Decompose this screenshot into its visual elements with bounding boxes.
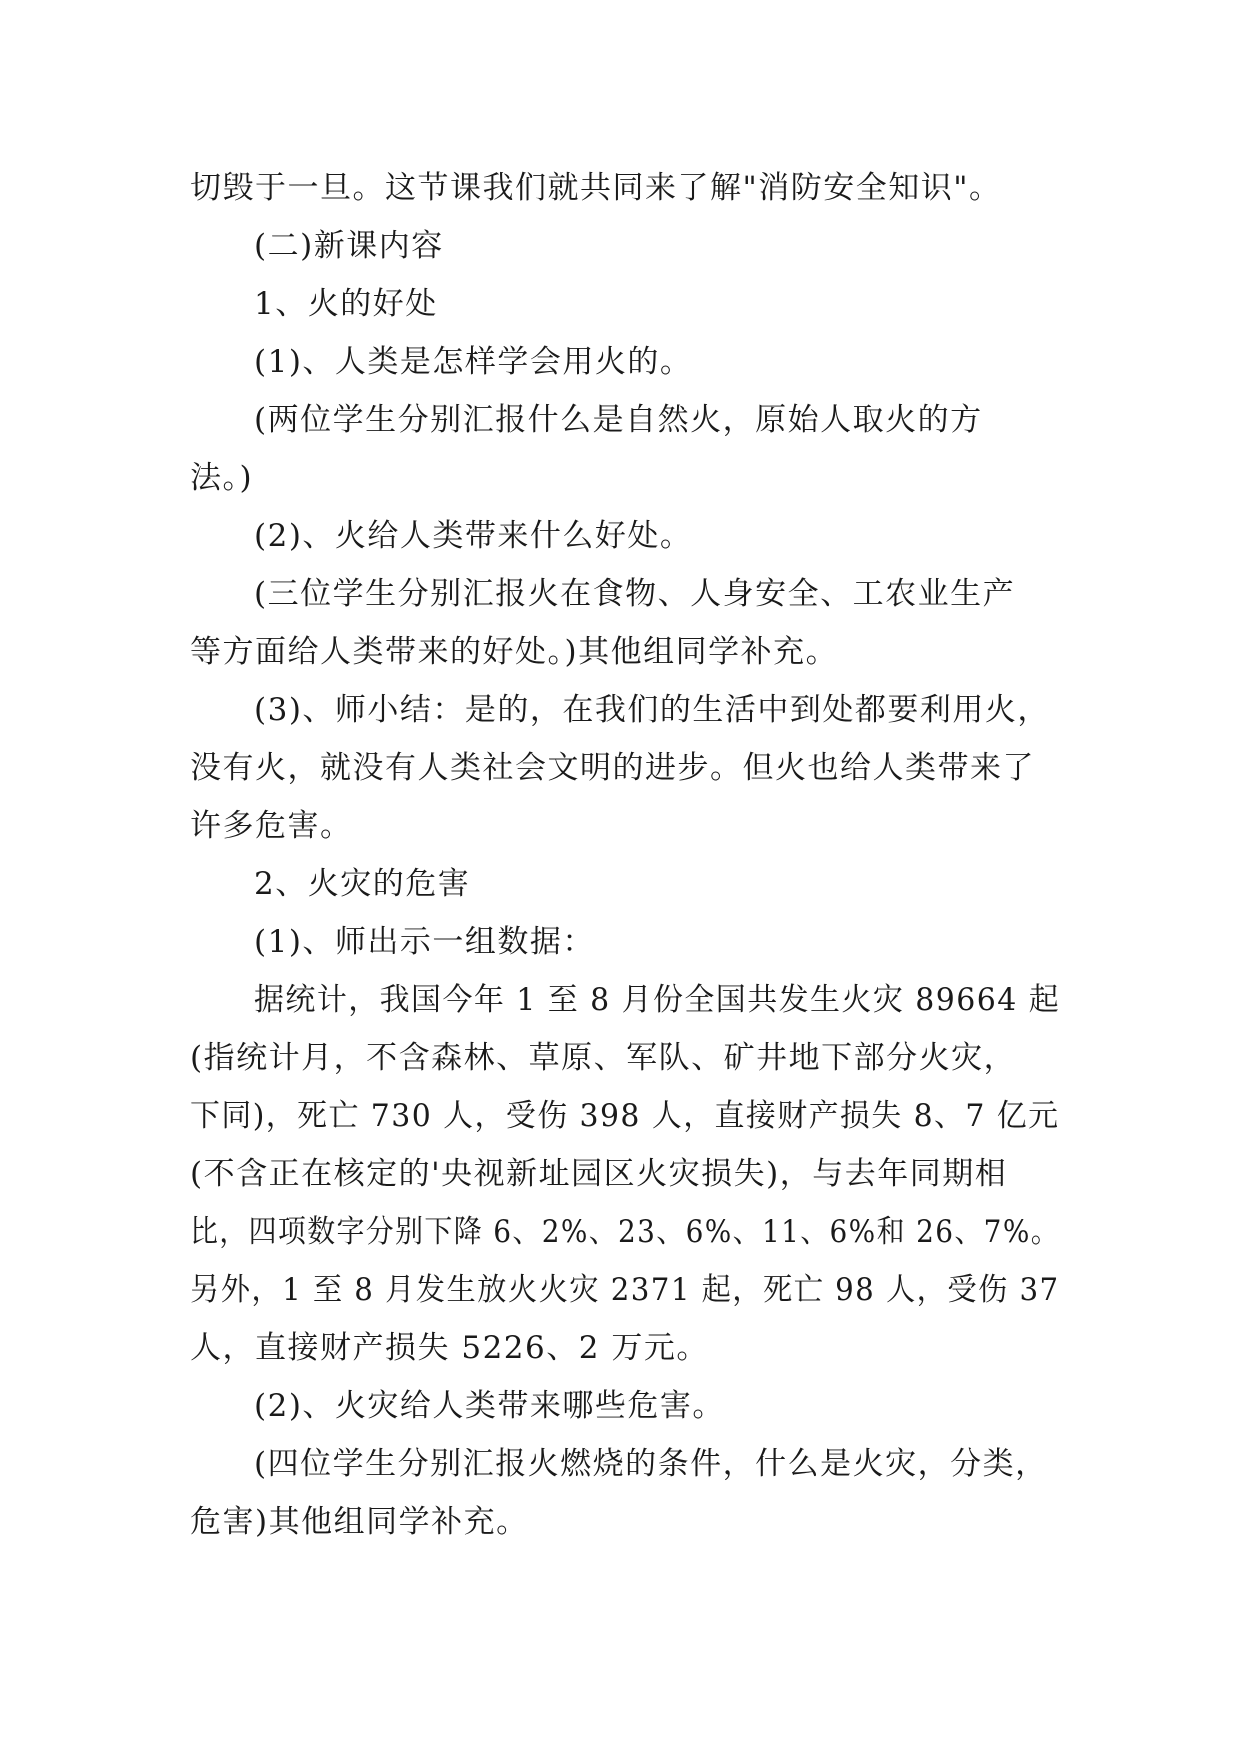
text-line: (指统计月，不含森林、草原、军队、矿井地下部分火灾， (190, 1040, 1017, 1076)
subsection-heading: 1、火的好处 (254, 286, 438, 322)
text-line: 没有火，就没有人类社会文明的进步。但火也给人类带来了 (190, 750, 1035, 786)
text-line: (1)、师出示一组数据： (254, 924, 595, 960)
text-line: (四位学生分别汇报火燃烧的条件，什么是火灾，分类， (254, 1446, 1048, 1482)
text-line: 等方面给人类带来的好处。)其他组同学补充。 (190, 634, 839, 670)
text-line: (2)、火灾给人类带来哪些危害。 (254, 1388, 725, 1424)
text-line: 比，四项数字分别下降 6、2%、23、6%、11、6%和 26、7%。 (190, 1214, 1061, 1250)
text-line: 另外，1 至 8 月发生放火火灾 2371 起，死亡 98 人，受伤 37 (190, 1272, 1060, 1308)
text-line: (3)、师小结：是的，在我们的生活中到处都要利用火， (254, 692, 1050, 728)
text-line: (不含正在核定的'央视新址园区火灾损失)，与去年同期相 (190, 1156, 1008, 1192)
text-line: (1)、人类是怎样学会用火的。 (254, 344, 693, 380)
text-line: 许多危害。 (190, 808, 353, 844)
text-line: 据统计，我国今年 1 至 8 月份全国共发生火灾 89664 起 (254, 982, 1061, 1018)
subsection-heading: 2、火灾的危害 (254, 866, 471, 902)
text-line: 人，直接财产损失 5226、2 万元。 (190, 1330, 709, 1366)
text-line: (两位学生分别汇报什么是自然火，原始人取火的方 (254, 402, 983, 438)
section-heading: (二)新课内容 (254, 228, 444, 264)
text-line: 危害)其他组同学补充。 (190, 1504, 529, 1540)
text-line: 法。) (190, 460, 254, 496)
text-line: (三位学生分别汇报火在食物、人身安全、工农业生产 (254, 576, 1016, 612)
text-line: 下同)，死亡 730 人，受伤 398 人，直接财产损失 8、7 亿元 (190, 1098, 1060, 1134)
text-line: 切毁于一旦。这节课我们就共同来了解"消防安全知识"。 (190, 170, 1002, 206)
text-line: (2)、火给人类带来什么好处。 (254, 518, 693, 554)
